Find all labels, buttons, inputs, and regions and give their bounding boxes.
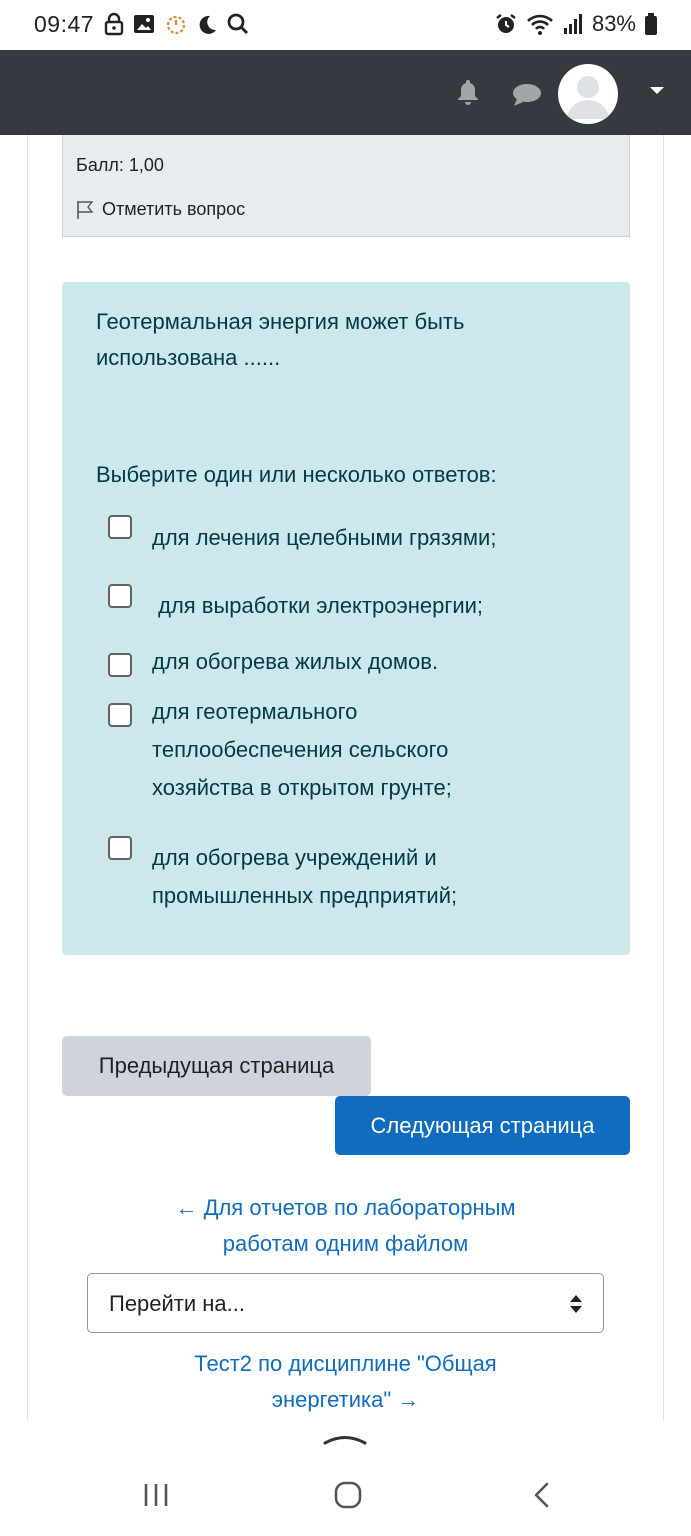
- avatar[interactable]: [558, 64, 618, 124]
- moon-icon: [196, 12, 218, 36]
- previous-page-button[interactable]: Предыдущая страница: [62, 1036, 371, 1096]
- top-navbar: [0, 50, 691, 135]
- question-grade: Балл: 1,00: [76, 155, 164, 175]
- user-silhouette-icon: [558, 64, 618, 124]
- next-activity-link[interactable]: [0, 1346, 691, 1418]
- bell-icon[interactable]: [455, 78, 481, 106]
- flag-icon: [76, 200, 94, 220]
- gallery-icon: [132, 12, 156, 36]
- chat-icon[interactable]: [512, 83, 542, 107]
- home-icon[interactable]: [334, 1481, 362, 1509]
- select-arrows-icon: [569, 1294, 583, 1314]
- next-page-button[interactable]: Следующая страница: [335, 1096, 630, 1155]
- answer-checkbox[interactable]: [108, 703, 132, 727]
- answer-label: для выработки электроэнергии;: [152, 593, 484, 618]
- status-right-icons: [494, 11, 658, 37]
- status-time: 09:47: [34, 11, 95, 37]
- lock-icon: [104, 12, 124, 36]
- back-icon[interactable]: [530, 1481, 554, 1509]
- signal-icon: [562, 12, 584, 36]
- previous-activity-label[interactable]: ← Для отчетов по лабораторным работам одним файлом: [175, 1195, 516, 1256]
- system-nav-area: [0, 1420, 691, 1536]
- chevron-up-icon[interactable]: [322, 1430, 368, 1446]
- jump-to-label: Перейти на...: [109, 1291, 246, 1316]
- caret-down-icon[interactable]: [650, 87, 664, 94]
- answer-label: для геотермального теплообеспечения сельского хозяйства в открытом грунте;: [152, 699, 452, 800]
- answer-label: для лечения целебными грязями;: [152, 525, 497, 550]
- answer-checkbox[interactable]: [108, 653, 132, 677]
- alarm-icon: [494, 12, 518, 36]
- battery-icon: [644, 12, 658, 36]
- next-activity-label[interactable]: Тест2 по дисциплине "Общая энергетика" →: [194, 1351, 497, 1412]
- question-text: Геотермальная энергия может быть использована ......: [96, 309, 465, 370]
- timer-icon: [164, 12, 188, 36]
- answer-checkbox[interactable]: [108, 515, 132, 539]
- previous-activity-link[interactable]: [0, 1190, 691, 1262]
- answer-prompt: Выберите один или несколько ответов:: [96, 462, 497, 487]
- answer-option[interactable]: [108, 584, 484, 618]
- answer-option[interactable]: [108, 515, 497, 550]
- answer-label: для обогрева жилых домов.: [152, 649, 439, 674]
- wifi-icon: [526, 12, 554, 36]
- answer-label: для обогрева учреждений и промышленных предприятий;: [152, 845, 458, 908]
- answer-option[interactable]: [108, 836, 458, 908]
- answer-option[interactable]: [108, 699, 452, 800]
- answer-option[interactable]: [108, 649, 439, 677]
- recent-apps-icon[interactable]: [142, 1481, 170, 1509]
- question-info: [62, 135, 630, 237]
- status-bar: [0, 0, 691, 50]
- search-icon: [226, 12, 250, 36]
- answer-checkbox[interactable]: [108, 584, 132, 608]
- flag-question-link[interactable]: [76, 199, 245, 220]
- jump-to-select[interactable]: [87, 1273, 604, 1333]
- flag-question-label: Отметить вопрос: [102, 199, 246, 219]
- battery-percent: 83%: [591, 11, 636, 36]
- question-content: [62, 282, 630, 955]
- status-left-icons: [104, 12, 250, 36]
- answer-checkbox[interactable]: [108, 836, 132, 860]
